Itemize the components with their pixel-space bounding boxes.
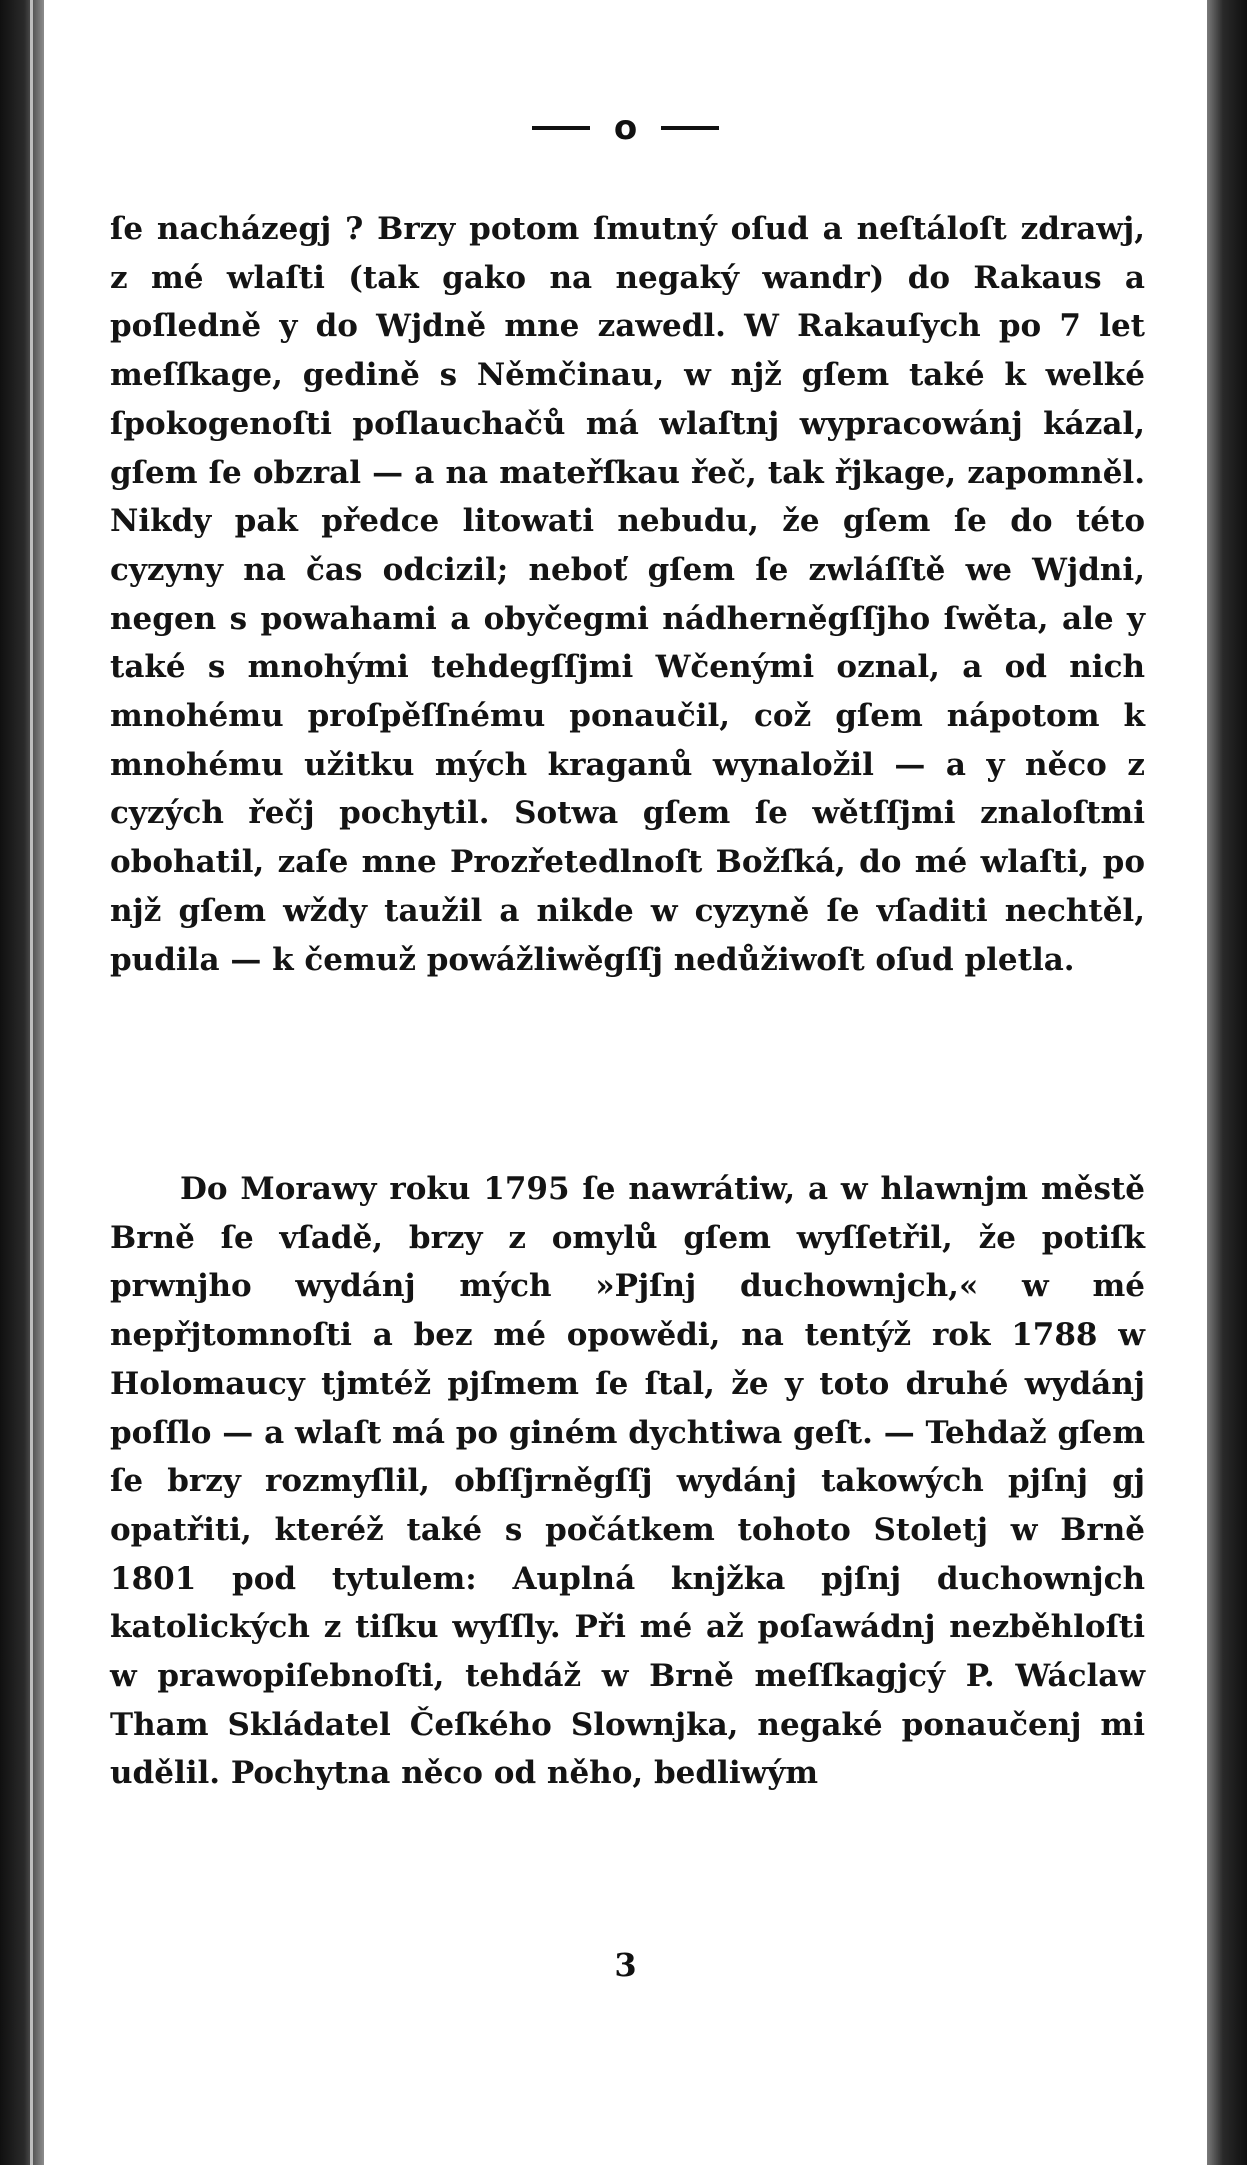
- header-dash-left: [532, 126, 590, 130]
- paragraph-1-text: ſe nacházegj ? Brzy potom ſmutný oſud a neſtáloſt zdrawj, z mé wlaſti (tak gako na negaký wandr) do Rakaus a poſledně y do Wjdně mne zawedl. W Rakauſych po 7 let meſſkage, gedině s Němčinau, w njž gſem také k welké ſpokogenoſti poſlauchačů má wlaſtnj wypracowánj kázal, gſem ſe obzral — a na mateřſkau řeč, tak řjkage, zapomněl. Nikdy pak předce litowati nebudu, že gſem ſe do této cyzyny na čas odcizil; neboť gſem ſe zwláſſtě we Wjdni, negen s powahami a obyčegmi nádherněgſſjho ſwěta, ale y také s mnohými tehdegſſjmi Wčenými oznal, a od nich mnohému proſpěſſnému ponaučil, což gſem nápotom k mnohému užitku mých kraganů wynaložil — a y něco z cyzých řečj pochytil. Sotwa gſem ſe wětſſjmi znaloſtmi obohatil, zaſe mne Prozřetedlnoſt Božſká, do mé wlaſti, po njž gſem wždy taužil a nikde w cyzyně ſe vſaditi nechtěl, pudila — k čemuž powážliwěgſſj nedůžiwoſt oſud pletla.: [110, 211, 1145, 978]
- book-page: [44, 0, 1207, 2165]
- page-number: o: [613, 108, 638, 148]
- signature-mark: 3: [614, 1946, 637, 1984]
- paragraph-1: [110, 205, 1145, 984]
- header-dash-right: [661, 126, 719, 130]
- page-header: [44, 108, 1207, 148]
- paragraph-2: [110, 1165, 1145, 1798]
- paragraph-2-text: Do Morawy roku 1795 ſe nawrátiw, a w hlawnjm městě Brně ſe vſadě, brzy z omylů gſem wyſſetřil, že potiſk prwnjho wydánj mých »Pjſnj duchownjch,« w mé nepřjtomnoſti a bez mé opowědi, na tentýž rok 1788 w Holomaucy tjmtéž pjſmem ſe ſtal, že y toto druhé wydánj poſſlo — a wlaſt má po giném dychtiwa geſt. — Tehdaž gſem ſe brzy rozmyſlil, obſſjrněgſſj wydánj takowých pjſnj gj opatřiti, kteréž také s počátkem tohoto Stoletj w Brně 1801 pod tytulem: Auplná knjžka pjſnj duchownjch katolických z tiſku wyſſly. Při mé až poſawádnj nezběhloſti w prawopiſebnoſti, tehdáž w Brně meſſkagjcý P. Wáclaw Tham Skládatel Čeſkého Slownjka, negaké ponaučenj mi udělil. Pochytna něco od něho, bedliwým: [110, 1171, 1145, 1792]
- scan-left-rule: [30, 0, 33, 2165]
- scan-left-edge: [0, 0, 44, 2165]
- scan-right-edge: [1207, 0, 1247, 2165]
